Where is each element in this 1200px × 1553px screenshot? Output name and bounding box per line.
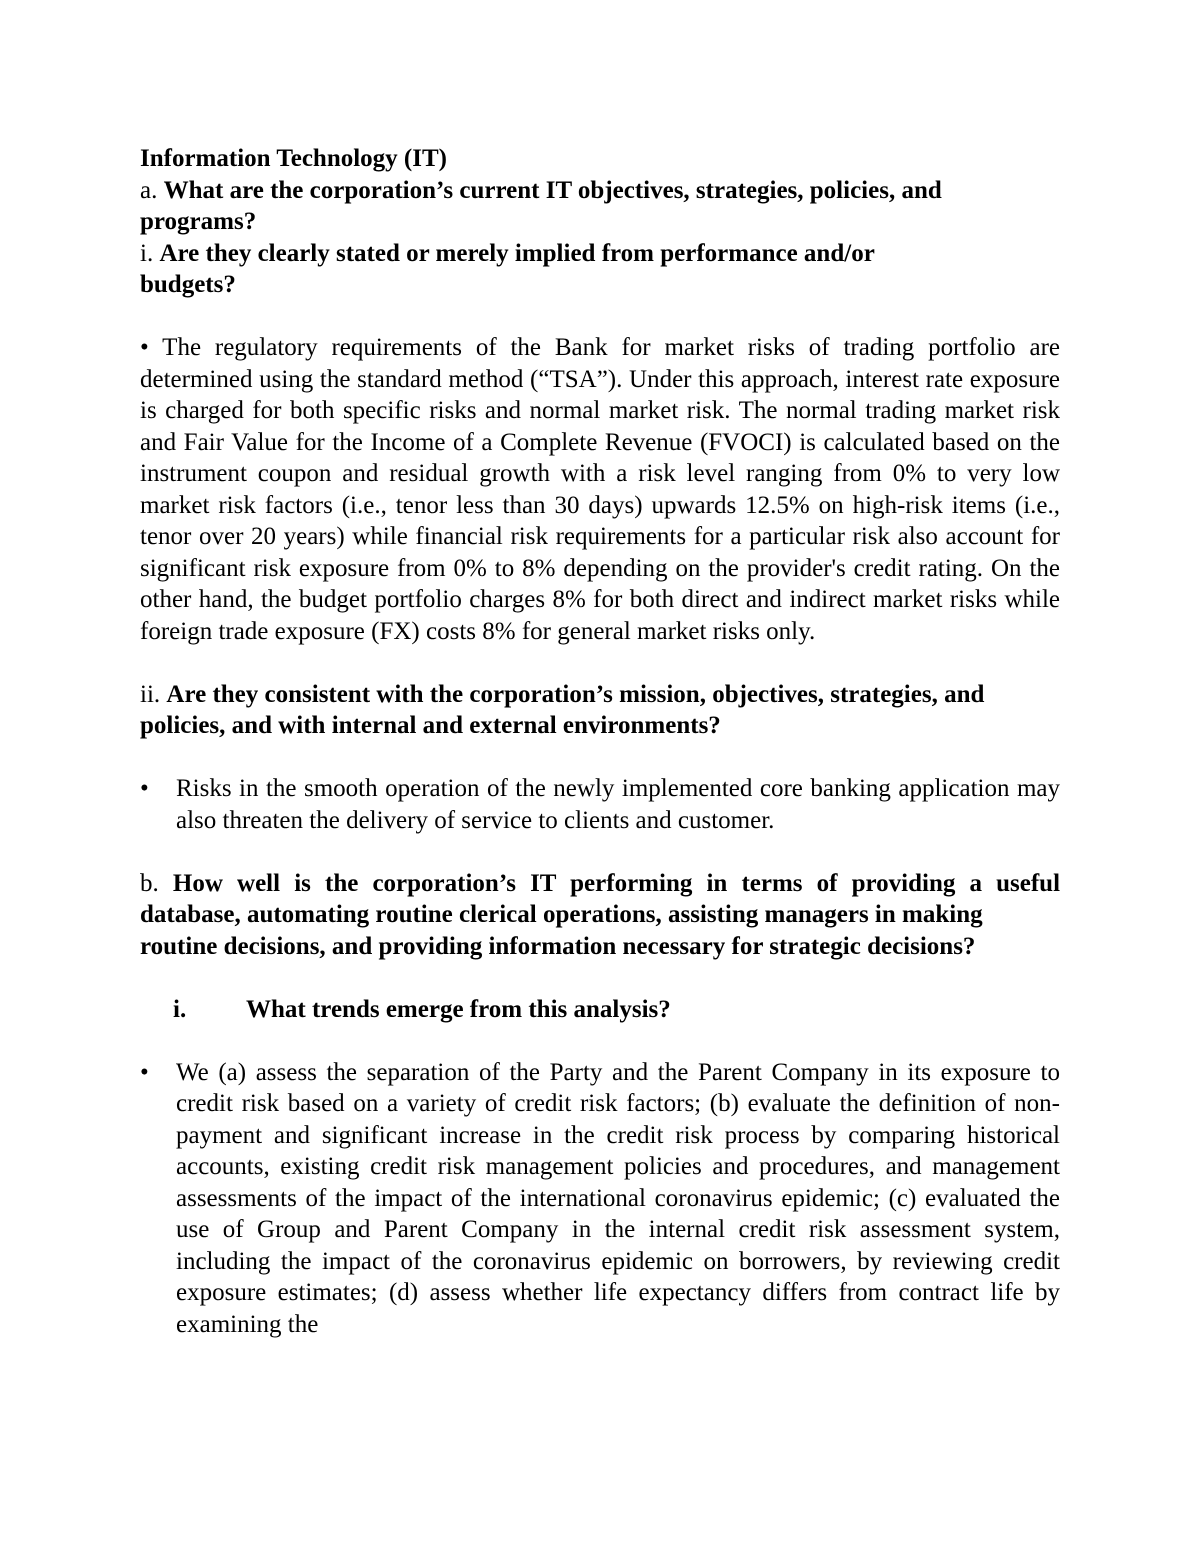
question-b-i-text: What trends emerge from this analysis? [246,995,671,1023]
question-b-text-part1: How well is the corporation’s IT performing in terms of providing a useful database, automating routine clerical operations, assisting managers in making [140,869,1061,928]
question-b-text-part2: routine decisions, and providing information necessary for strategic decisions? [140,932,976,960]
bullet-credit-risk-assessment: We (a) assess the separation of the Party and the Parent Company in its exposure to credit risk based on a variety of credit risk factors; (b) evaluate the definition of non-payment and significant increase in the credit risk process by comparing historical accounts, existing credit risk management policies and procedures, and management assessments of the impact of the international coronavirus epidemic; (c) evaluated the use of Group and Parent Company in the internal credit risk assessment system, including the impact of the coronavirus epidemic on borrowers, by reviewing credit exposure estimates; (d) assess whether life expectancy differs from contract life by examining the [176,1058,1060,1338]
paragraph-regulatory [140,332,1060,647]
question-a-ii-text: Are they consistent with the corporation’s mission, objectives, strategies, and policies, and with internal and external environments? [140,680,985,739]
document-title: Information Technology (IT) [140,145,447,172]
list-item [140,773,1060,836]
spacer [140,1025,1060,1057]
bullet-core-banking-risk: Risks in the smooth operation of the newly implemented core banking application may also threaten the delivery of service to clients and customer. [176,775,1060,834]
question-a-ii-prefix: ii. [140,680,167,708]
question-b-i [173,994,1060,1026]
spacer [140,301,1060,333]
question-b-prefix: b. [140,869,173,897]
bullet-marker: • [140,775,149,802]
question-a-i-prefix: i. [140,239,160,267]
question-a-i [140,238,1060,301]
spacer [140,647,1060,679]
question-a [140,175,1060,238]
question-a-ii [140,679,1060,742]
question-b-i-number: i. [173,995,187,1023]
spacer [140,836,1060,868]
spacer [140,962,1060,994]
question-a-text: What are the corporation’s current IT objectives, strategies, policies, and programs? [140,176,942,235]
paragraph-regulatory-text: The regulatory requirements of the Bank for market risks of trading portfolio are determined using the standard method (“TSA”). Under this approach, interest rate exposure is charged for both specific risks and normal market risk. The normal trading market risk and Fair Value for the Income of a Complete Revenue (FVOCI) is calculated based on the instrument coupon and residual growth with a risk level ranging from 0% to very low market risk factors (i.e., tenor less than 30 days) upwards 12.5% on high-risk items (i.e., tenor over 20 years) while financial risk requirements for a particular risk also account for significant risk exposure from 0% to 8% depending on the provider's credit rating. On the other hand, the budget portfolio charges 8% for both direct and indirect market risks while foreign trade exposure (FX) costs 8% for general market risks only. [140,334,1060,645]
bullet-marker: • [140,1058,149,1086]
question-b [140,868,1060,931]
document-page [140,143,1060,1340]
paragraph-bullet: • [140,334,149,361]
question-a-prefix: a. [140,176,164,204]
spacer [140,742,1060,774]
question-a-i-text: Are they clearly stated or merely implied from performance and/or budgets? [140,239,875,298]
list-item [140,1057,1060,1341]
